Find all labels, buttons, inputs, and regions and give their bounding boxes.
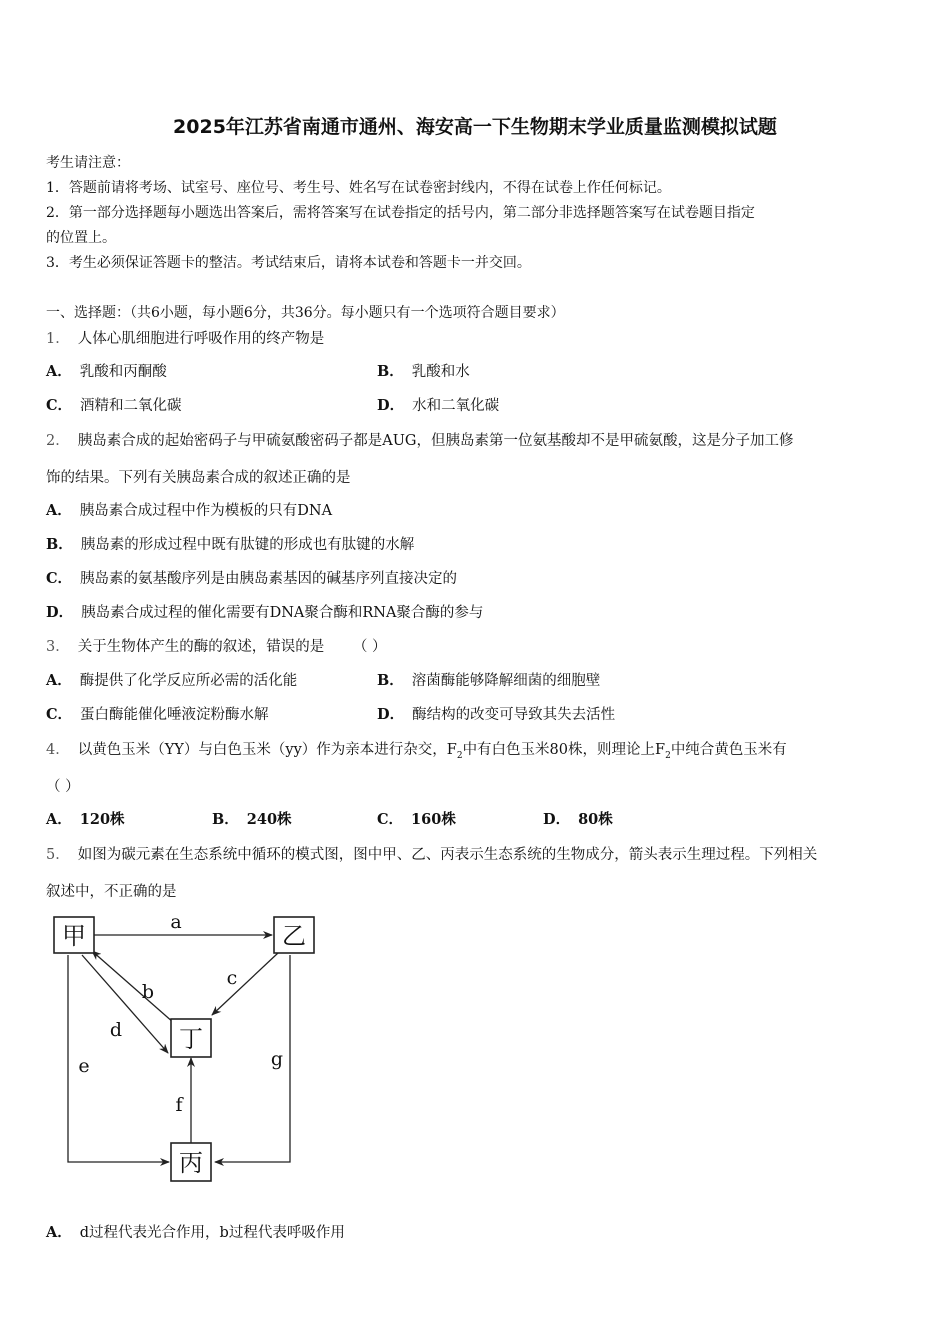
label-b: b bbox=[141, 981, 155, 1003]
label-f: f bbox=[175, 1094, 183, 1116]
question-1 bbox=[46, 327, 324, 348]
question-2-cont: 饰的结果。下列有关胰岛素合成的叙述正确的是 bbox=[46, 470, 351, 486]
question-number: 1． bbox=[46, 331, 70, 347]
question-5-cont: 叙述中，不正确的是 bbox=[46, 884, 177, 900]
q2-option-d: D． 胰岛素合成过程的催化需要有DNA聚合酶和RNA聚合酶的参与 bbox=[46, 604, 484, 621]
question-number: 4． bbox=[46, 742, 70, 758]
answer-bracket: （ ） bbox=[352, 639, 387, 655]
notice-item-1: 1．答题前请将考场、试室号、座位号、考生号、姓名写在试卷密封线内，不得在试卷上作任何标记。 bbox=[46, 180, 671, 196]
q4-option-b: B． 240株 bbox=[212, 811, 292, 828]
node-bing: 丙 bbox=[179, 1149, 203, 1177]
q2-option-b: B． 胰岛素的形成过程中既有肽键的形成也有肽键的水解 bbox=[46, 536, 415, 553]
q2-option-c: C． 胰岛素的氨基酸序列是由胰岛素基因的碱基序列直接决定的 bbox=[46, 570, 458, 587]
label-g: g bbox=[270, 1048, 284, 1070]
question-stem: 关于生物体产生的酶的叙述，错误的是 bbox=[77, 639, 325, 655]
q5-option-a: A． d过程代表光合作用，b过程代表呼吸作用 bbox=[46, 1224, 345, 1241]
label-c: c bbox=[226, 967, 238, 989]
q2-option-a: A． 胰岛素合成过程中作为模板的只有DNA bbox=[46, 502, 333, 519]
label-a: a bbox=[170, 911, 182, 933]
q1-option-a: A． 乳酸和丙酮酸 bbox=[46, 363, 167, 380]
q3-option-d: D． 酶结构的改变可导致其失去活性 bbox=[377, 706, 616, 723]
node-ding: 丁 bbox=[179, 1025, 203, 1053]
question-stem: 胰岛素合成的起始密码子与甲硫氨酸密码子都是AUG，但胰岛素第一位氨基酸却不是甲硫氨酸，这是分子加工修 bbox=[77, 433, 794, 449]
question-stem: 如图为碳元素在生态系统中循环的模式图，图中甲、乙、丙表示生态系统的生物成分，箭头表示生理过程。下列相关 bbox=[77, 847, 818, 863]
carbon-cycle-diagram bbox=[46, 905, 336, 1195]
question-3 bbox=[46, 635, 386, 656]
q3-option-b: B． 溶菌酶能够降解细菌的细胞壁 bbox=[377, 672, 601, 689]
q1-option-d: D． 水和二氧化碳 bbox=[377, 397, 500, 414]
question-number: 3． bbox=[46, 639, 70, 655]
q1-option-c: C． 酒精和二氧化碳 bbox=[46, 397, 182, 414]
q4-option-a: A． 120株 bbox=[46, 811, 125, 828]
question-number: 5． bbox=[46, 847, 70, 863]
q3-option-c: C． 蛋白酶能催化唾液淀粉酶水解 bbox=[46, 706, 269, 723]
answer-bracket: （ ） bbox=[46, 779, 80, 795]
notice-item-3: 3．考生必须保证答题卡的整洁。考试结束后，请将本试卷和答题卡一并交回。 bbox=[46, 255, 531, 271]
q1-option-b: B． 乳酸和水 bbox=[377, 363, 470, 380]
notice-item-2: 2．第一部分选择题每小题选出答案后，需将答案写在试卷指定的括号内，第二部分非选择题答案写在试卷题目指定 bbox=[46, 205, 755, 221]
node-yi: 乙 bbox=[282, 922, 306, 950]
q4-option-c: C． 160株 bbox=[377, 811, 456, 828]
notice-heading: 考生请注意： bbox=[46, 155, 130, 171]
arrow-c bbox=[212, 953, 278, 1015]
question-5 bbox=[46, 843, 817, 864]
notice-item-2-cont: 的位置上。 bbox=[46, 230, 116, 246]
q4-option-d: D． 80株 bbox=[543, 811, 613, 828]
label-d: d bbox=[109, 1019, 123, 1041]
question-number: 2． bbox=[46, 433, 70, 449]
section-heading: 一、选择题：（共6小题，每小题6分，共36分。每小题只有一个选项符合题目要求） bbox=[46, 305, 565, 321]
q3-option-a: A． 酶提供了化学反应所必需的活化能 bbox=[46, 672, 298, 689]
question-2 bbox=[46, 429, 794, 450]
node-jia: 甲 bbox=[62, 922, 86, 950]
label-e: e bbox=[78, 1055, 90, 1077]
arrow-d bbox=[82, 955, 168, 1053]
page-title: 2025年江苏省南通市通州、海安高一下生物期末学业质量监测模拟试题 bbox=[173, 116, 777, 138]
question-4: 4． 以黄色玉米（YY）与白色玉米（yy）作为亲本进行杂交，$F_2$中有白色玉米80株，则理论上$F_2$中纯合黄色玉米有 bbox=[46, 742, 787, 761]
question-stem: 人体心肌细胞进行呼吸作用的终产物是 bbox=[77, 331, 325, 347]
